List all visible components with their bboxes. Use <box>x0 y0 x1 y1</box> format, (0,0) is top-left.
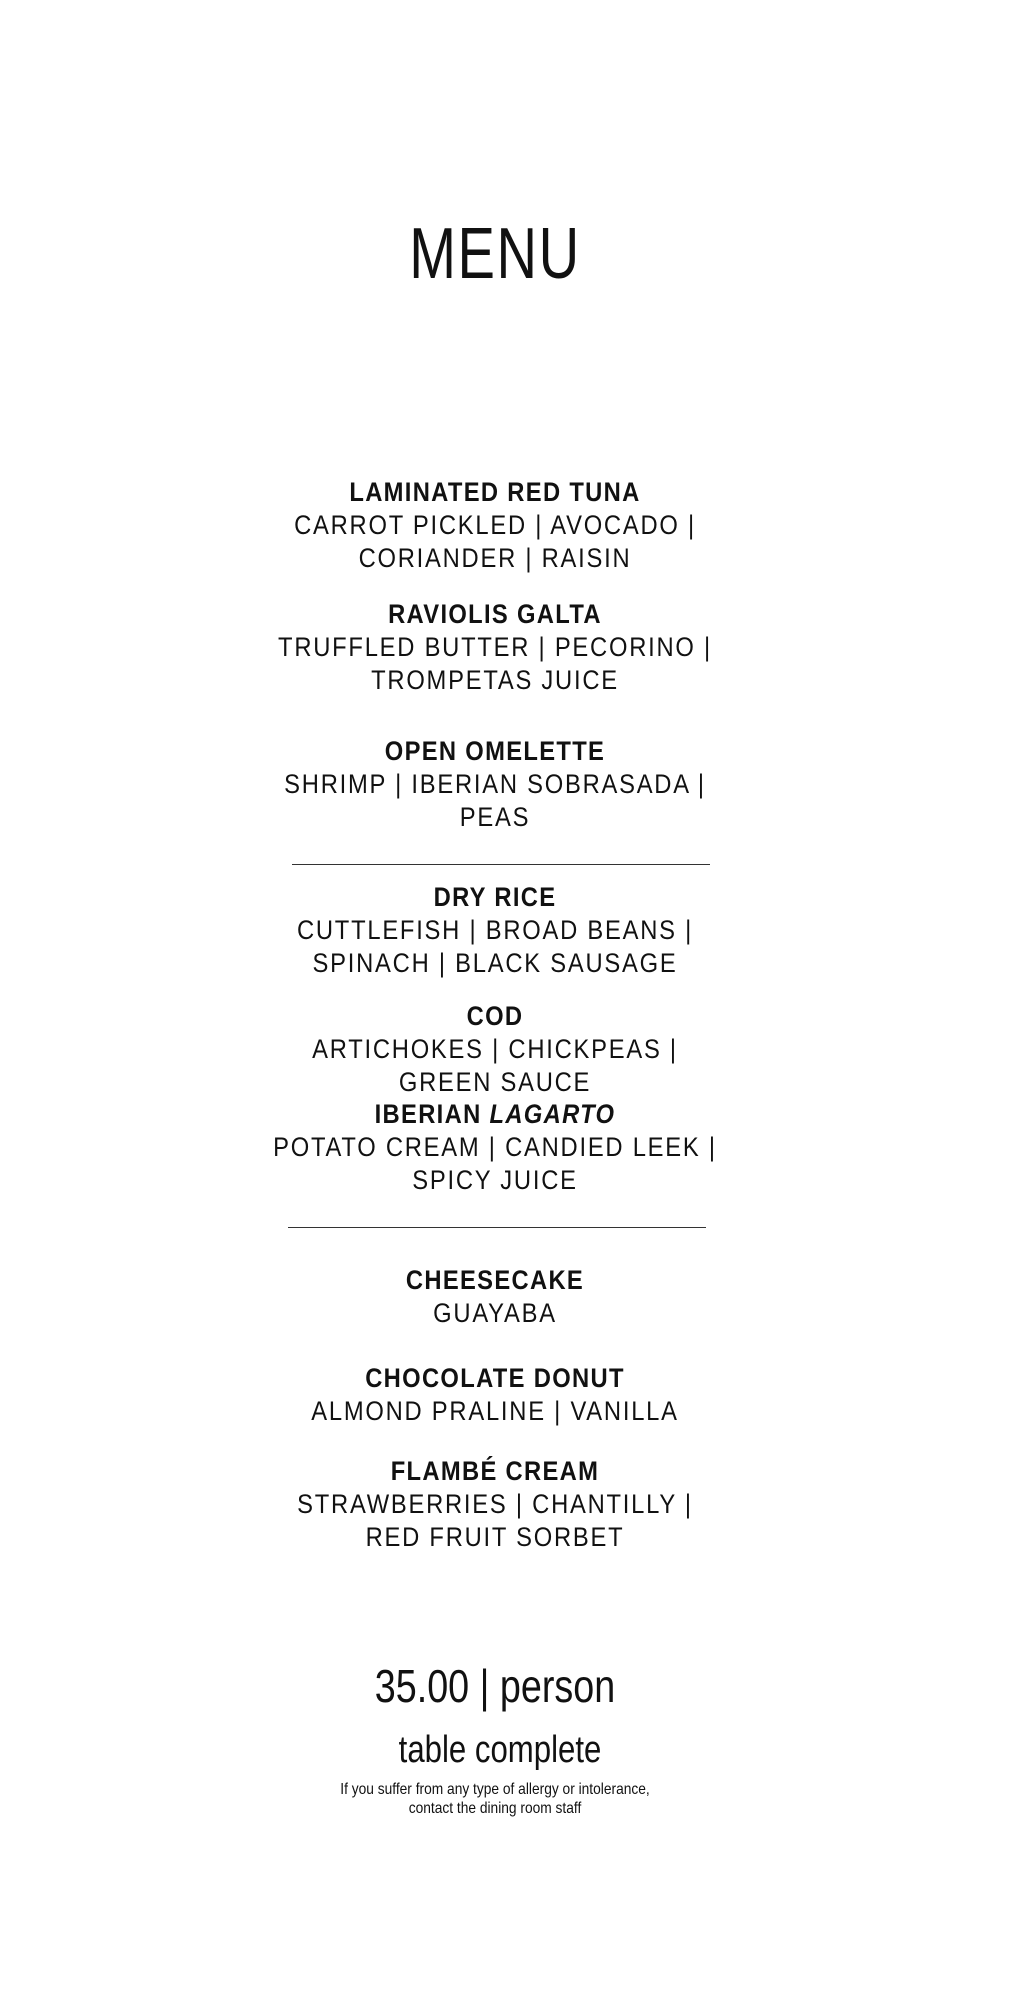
dish-dry-rice <box>240 881 750 980</box>
dish-name: RAVIOLIS GALTA <box>388 599 602 629</box>
section-divider <box>288 1227 706 1228</box>
menu-price: 35.00 | person <box>374 1660 616 1712</box>
dish-description: ARTICHOKES | CHICKPEAS | GREEN SAUCE <box>312 1034 678 1097</box>
dish-open-omelette <box>240 735 750 834</box>
dish-raviolis-galta <box>240 598 750 697</box>
dish-name: LAMINATED RED TUNA <box>349 477 641 507</box>
dish-cod <box>240 1000 750 1099</box>
dish-description: CUTTLEFISH | BROAD BEANS | SPINACH | BLACK SAUSAGE <box>296 915 694 978</box>
dish-description: STRAWBERRIES | CHANTILLY | RED FRUIT SORBET <box>297 1489 693 1552</box>
dish-iberian-lagarto <box>240 1098 750 1197</box>
dish-name: CHEESECAKE <box>405 1265 585 1295</box>
dish-name <box>271 1098 720 1131</box>
dish-description: GUAYABA <box>433 1298 557 1328</box>
dish-description: POTATO CREAM | CANDIED LEEK | SPICY JUICE <box>273 1132 717 1195</box>
menu-title: MENU <box>409 214 581 294</box>
dish-name: DRY RICE <box>433 882 557 912</box>
dish-description: TRUFFLED BUTTER | PECORINO | TROMPETAS JUICE <box>278 632 712 695</box>
dish-description: SHRIMP | IBERIAN SOBRASADA | PEAS <box>284 769 706 832</box>
dish-description: CARROT PICKLED | AVOCADO | CORIANDER | RAISIN <box>294 510 696 573</box>
allergy-notice-line: contact the dining room staff <box>408 1800 582 1817</box>
dish-laminated-red-tuna <box>240 476 750 575</box>
dish-name-italic: LAGARTO <box>489 1099 616 1129</box>
dish-name-main: IBERIAN <box>374 1099 482 1129</box>
dish-chocolate-donut <box>240 1362 750 1428</box>
dish-name: CHOCOLATE DONUT <box>365 1363 625 1393</box>
allergy-notice-line: If you suffer from any type of allergy or intolerance, <box>340 1781 650 1798</box>
dish-name: OPEN OMELETTE <box>384 736 606 766</box>
dish-name: COD <box>466 1001 524 1031</box>
dish-description: ALMOND PRALINE | VANILLA <box>311 1396 679 1426</box>
dish-name: FLAMBÉ CREAM <box>390 1456 600 1486</box>
dish-cheesecake <box>240 1264 750 1330</box>
allergy-notice <box>69 1780 920 1818</box>
section-divider <box>292 864 710 865</box>
dish-flambe-cream <box>240 1455 750 1554</box>
price-note: table complete <box>398 1729 602 1771</box>
